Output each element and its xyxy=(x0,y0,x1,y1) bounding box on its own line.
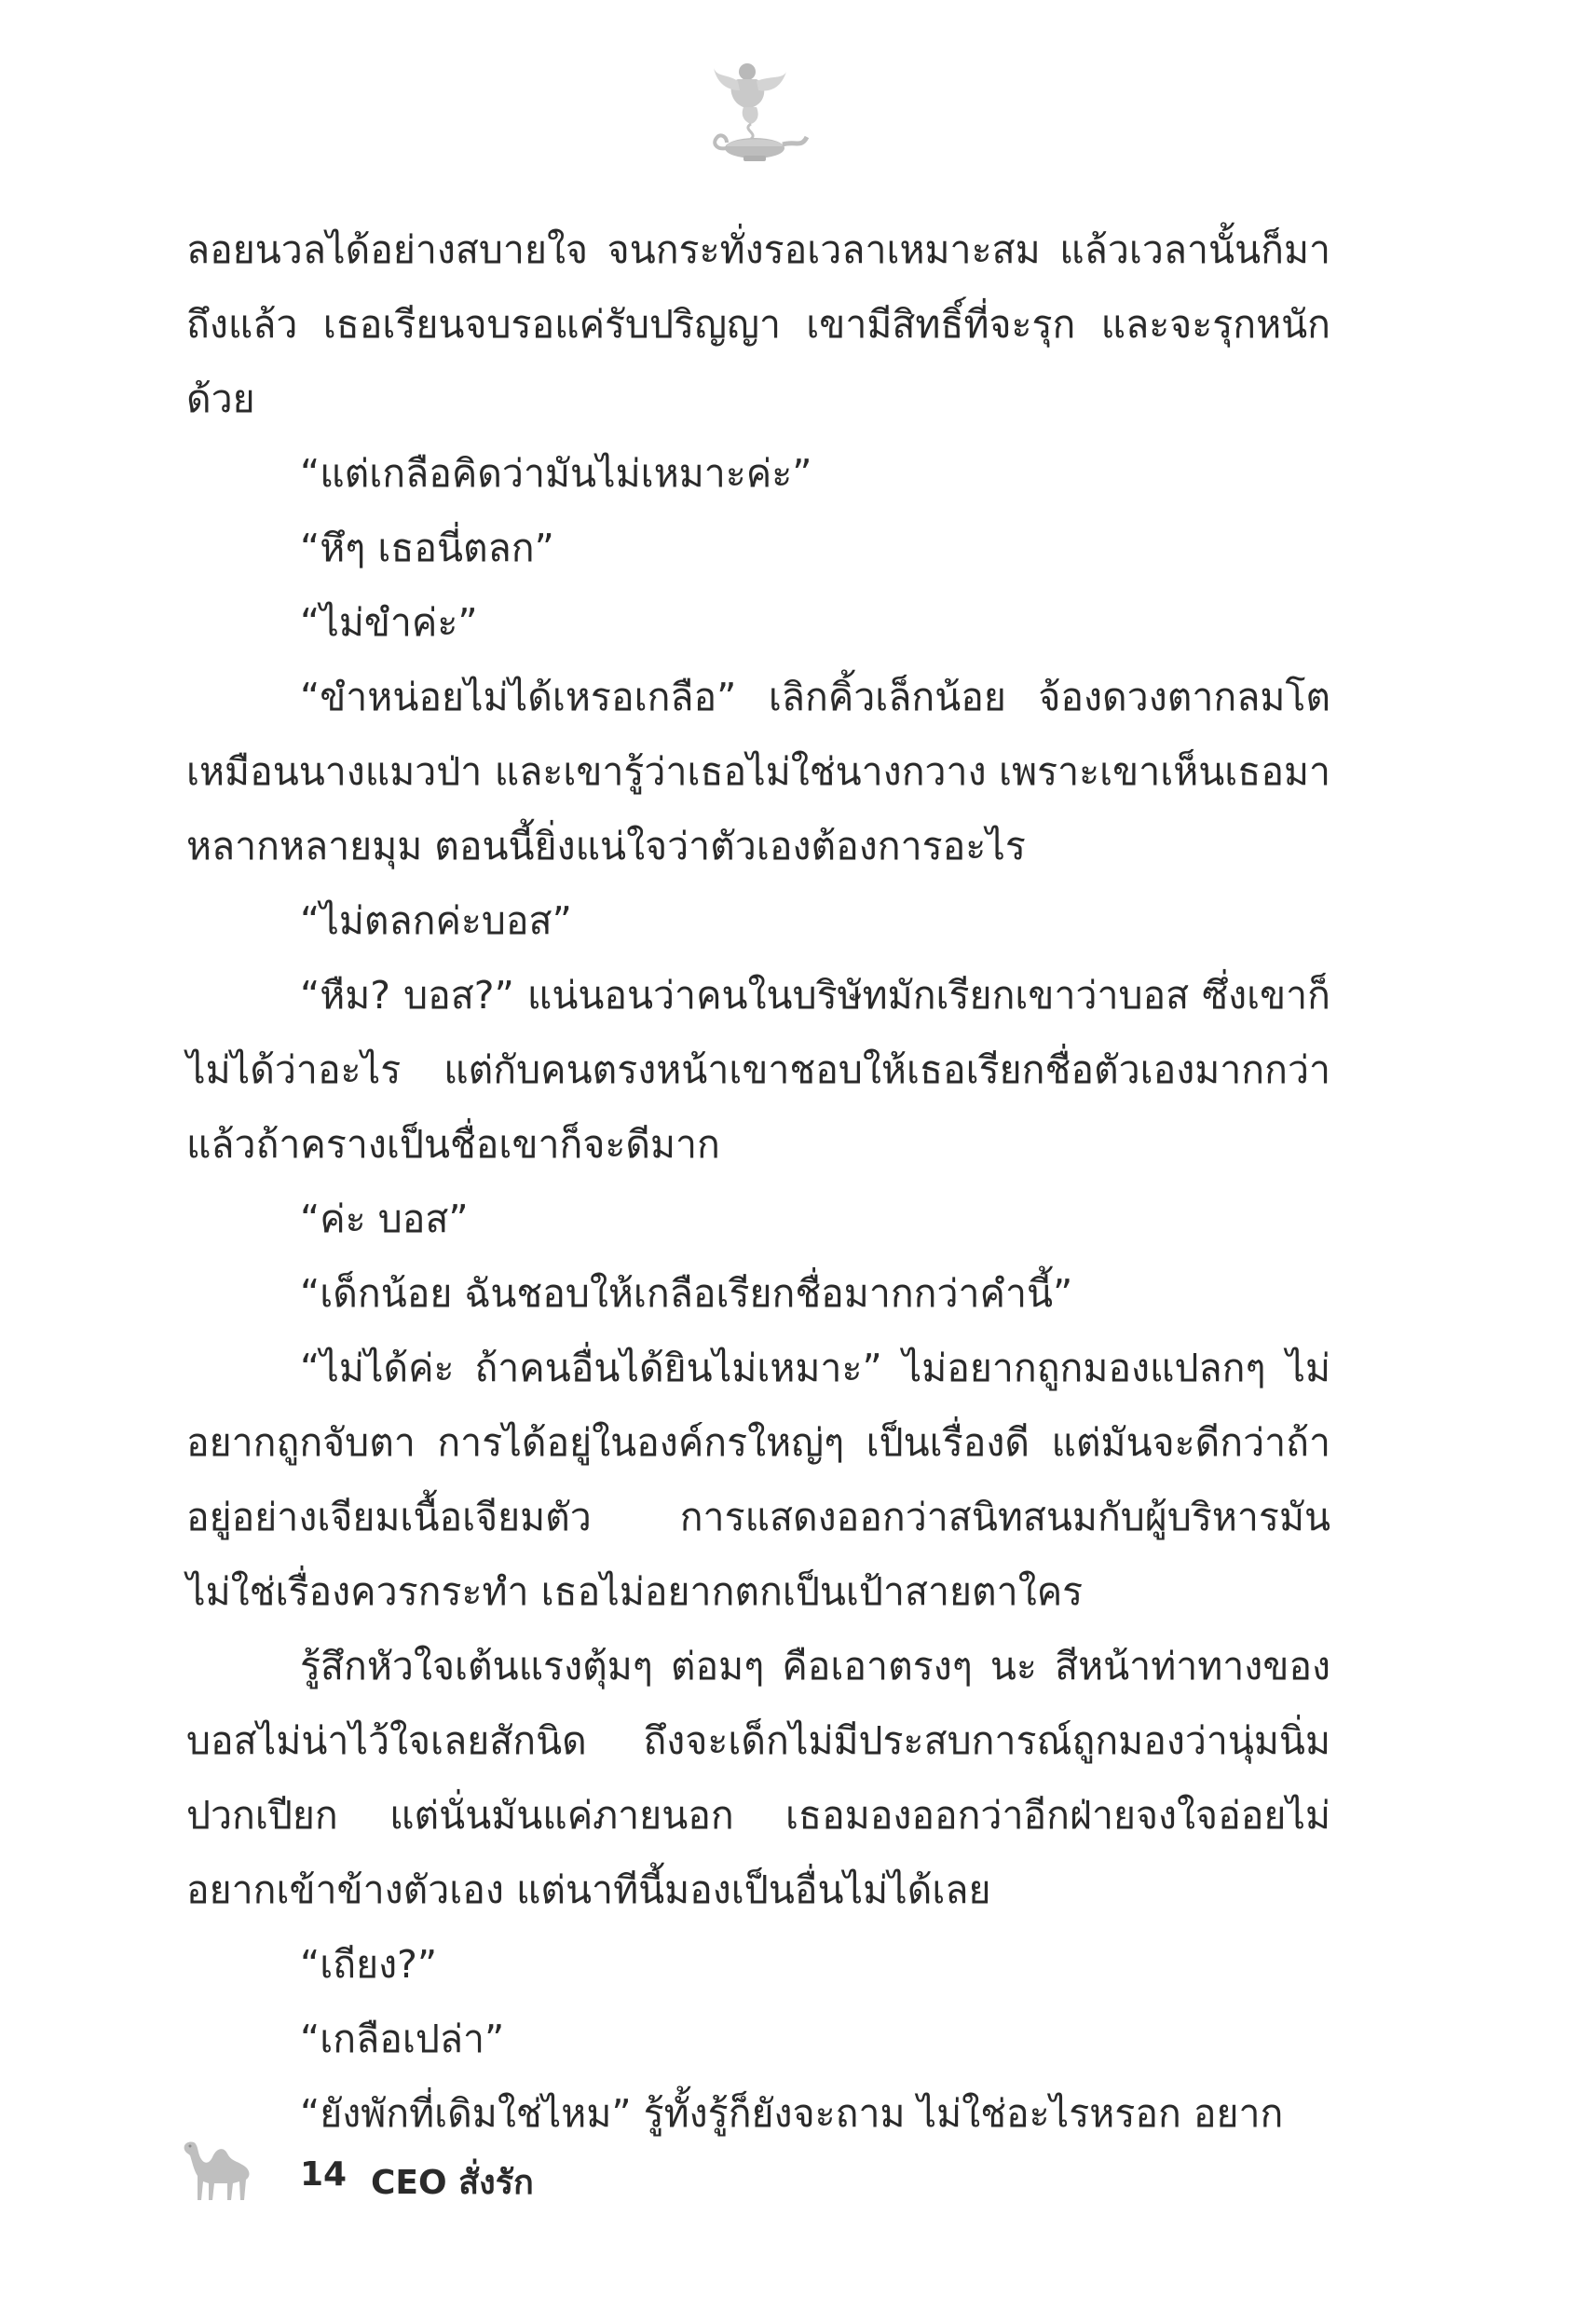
genie-lamp-icon xyxy=(689,51,820,172)
paragraph: “หึๆ เธอนี่ตลก” xyxy=(300,526,554,570)
paragraph: “แต่เกลือคิดว่ามันไม่เหมาะค่ะ” xyxy=(300,451,812,496)
page-number: 14 xyxy=(300,2155,348,2194)
paragraph: “ค่ะ บอส” xyxy=(300,1197,469,1241)
paragraph: ลอยนวลได้อย่างสบายใจ จนกระทั่งรอเวลาเหมาะสม แล้วเวลานั้นก็มาถึงแล้ว เธอเรียนจบรอแค่รับปริญญา เขามีสิทธิ์ที่จะรุก และจะรุกหนักด้วย xyxy=(186,227,1330,421)
paragraph: “ไม่ตลกค่ะบอส” xyxy=(300,898,572,943)
page-footer xyxy=(177,2129,736,2213)
paragraph: “เกลือเปล่า” xyxy=(300,2017,505,2061)
running-title: CEO สั่งรัก xyxy=(371,2164,534,2202)
paragraph: “ไม่ขำค่ะ” xyxy=(300,600,478,645)
paragraph: “ขำหน่อยไม่ได้เหรอเกลือ” เลิกคิ้วเล็กน้อย จ้องดวงตากลมโตเหมือนนางแมวป่า และเขารู้ว่าเธอไม่ใช่นางกวาง เพราะเขาเห็นเธอมาหลากหลายมุม ตอนนี้ยิ่งแน่ใจว่าตัวเองต้องการอะไร xyxy=(186,675,1330,868)
paragraph: “ไม่ได้ค่ะ ถ้าคนอื่นได้ยินไม่เหมาะ” ไม่อยากถูกมองแปลกๆ ไม่อยากถูกจับตา การได้อยู่ในองค์กรใหญ่ๆ เป็นเรื่องดี แต่มันจะดีกว่าถ้าอยู่อย่างเจียมเนื้อเจียมตัว การแสดงออกว่าสนิทสนมกับผู้บริหารมันไม่ใช่เรื่องควรกระทำ เธอไม่อยากตกเป็นเป้าสายตาใคร xyxy=(186,1346,1330,1614)
camel-icon xyxy=(177,2129,261,2204)
paragraph: “เด็กน้อย ฉันชอบให้เกลือเรียกชื่อมากกว่าคำนี้” xyxy=(300,1271,1073,1316)
paragraph: “เถียง?” xyxy=(300,1942,438,1987)
paragraph: “หืม? บอส?” แน่นอนว่าคนในบริษัทมักเรียกเขาว่าบอส ซึ่งเขาก็ไม่ได้ว่าอะไร แต่กับคนตรงหน้าเขาชอบให้เธอเรียกชื่อตัวเองมากกว่า แล้วถ้าครางเป็นชื่อเขาก็จะดีมาก xyxy=(186,973,1330,1167)
paragraph: รู้สึกหัวใจเต้นแรงตุ้มๆ ต่อมๆ คือเอาตรงๆ นะ สีหน้าท่าทางของบอสไม่น่าไว้ใจเลยสักนิด ถึงจะเด็กไม่มีประสบการณ์ถูกมองว่านุ่มนิ่มปวกเปียก แต่นั่นมันแค่ภายนอก เธอมองออกว่าอีกฝ่ายจงใจอ่อยไม่อยากเข้าข้างตัวเอง แต่นาทีนี้มองเป็นอื่นไม่ได้เลย xyxy=(186,1644,1330,1912)
paragraph: “ยังพักที่เดิมใช่ไหม” รู้ทั้งรู้ก็ยังจะถาม ไม่ใช่อะไรหรอก อยาก xyxy=(300,2091,1284,2136)
body-text xyxy=(186,212,1330,2151)
